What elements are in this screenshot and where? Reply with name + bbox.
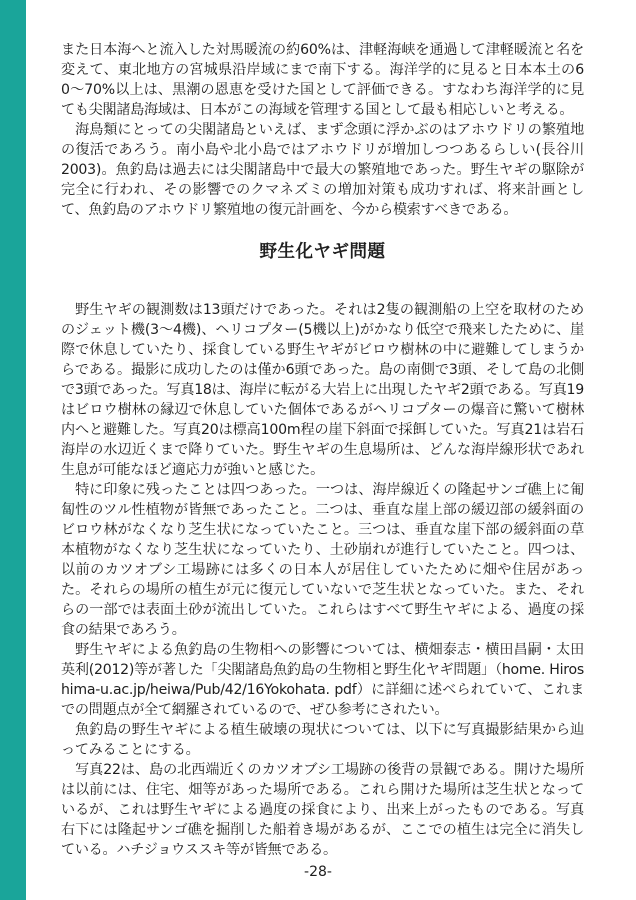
goat-paragraph-3: 野生ヤギによる魚釣島の生物相への影響については、横畑泰志・横田昌嗣・太田英利(2012)等が著した「尖閣諸島魚釣島の生物相と野生化ヤギ問題」（home. Hiroshima-u.ac.jp/heiwa/Pub/42/16Yokohata. pdf）に詳細に述べられていて、これまでの問題点が全て網羅されているので、ぜひ参考にされたい。 (61, 642, 584, 718)
goat-paragraph-1: 野生ヤギの観測数は13頭だけであった。それは2隻の観測船の上空を取材のためのジェット機(3〜4機)、ヘリコプター(5機以上)がかなり低空で飛来したために、崖際で休息していたり、採食している野生ヤギがビロウ樹林の中に避難してしまうからである。撮影に成功したのは僅か6頭であった。島の南側で3頭、そして島の北側で3頭であった。写真18は、海岸に転がる大岩上に出現したヤギ2頭である。写真19はビロウ樹林の縁辺で休息していた個体であるがヘリコプターの爆音に驚いて樹林内へと避難した。写真20は標高100m程の崖下斜面で採餌していた。写真21は岩石海岸の水辺近くまで降りていた。野生ヤギの生息場所は、どんな海岸線形状であれ生息が可能なほど適応力が強いと感じた。 (61, 302, 584, 478)
goat-paragraph-2: 特に印象に残ったことは四つあった。一つは、海岸線近くの隆起サンゴ礁上に匍匐性のツル性植物が皆無であったこと。二つは、垂直な崖上部の緩辺部の緩斜面のビロウ林がなくなり芝生状になっていたこと。三つは、垂直な崖下部の緩斜面の草本植物がなくなり芝生状になっていたり、土砂崩れが進行していたこと。四つは、以前のカツオブシ工場跡には多くの日本人が居住していたために畑や住居があった。それらの場所の植生が元に復元していないで芝生状となっていた。また、それらの一部では表面土砂が流出していた。これらはすべて野生ヤギによる、過度の採食の結果であろう。 (61, 482, 584, 638)
page-body (61, 40, 598, 860)
page-accent-bar (0, 0, 26, 900)
section-title: 野生化ヤギ問題 (259, 242, 386, 262)
page-number: -28- (304, 864, 332, 880)
intro-paragraph-2: 海鳥類にとっての尖閣諸島といえば、まず念頭に浮かぶのはアホウドリの繁殖地の復活であろう。南小島や北小島ではアホウドリが増加しつつあるらしい(長谷川 2003)。魚釣島は過去には尖閣諸島中で最大の繁殖地であった。野生ヤギの駆除が完全に行われ、その影響でのクマネズミの増加対策も成功すれば、将来計画として、魚釣島のアホウドリ繁殖地の復元計画を、今から模索すべきである。 (61, 122, 598, 218)
goat-paragraph-4: 魚釣島の野生ヤギによる植生破壊の現状については、以下に写真撮影結果から辿ってみることにする。 (61, 722, 584, 758)
goat-paragraph-5: 写真22は、島の北西端近くのカツオブシ工場跡の後背の景観である。開けた場所は以前には、住宅、畑等があった場所である。これら開けた場所は芝生状となっているが、これは野生ヤギによる過度の採食により、出来上がったものである。写真右下には隆起サンゴ礁を掘削した船着き場があるが、ここでの植生は完全に消失している。ハチジョウススキ等が皆無である。 (61, 762, 584, 858)
intro-paragraph-1: また日本海へと流入した対馬暖流の約60%は、津軽海峡を通過して津軽暖流と名を変えて、東北地方の宮城県沿岸域にまで南下する。海洋学的に見ると日本本土の60〜70%以上は、黒潮の恩恵を受けた国として評価できる。すなわち海洋学的に見ても尖閣諸島海域は、日本がこの海域を管理する国として最も相応しいと考える。 (61, 42, 584, 118)
